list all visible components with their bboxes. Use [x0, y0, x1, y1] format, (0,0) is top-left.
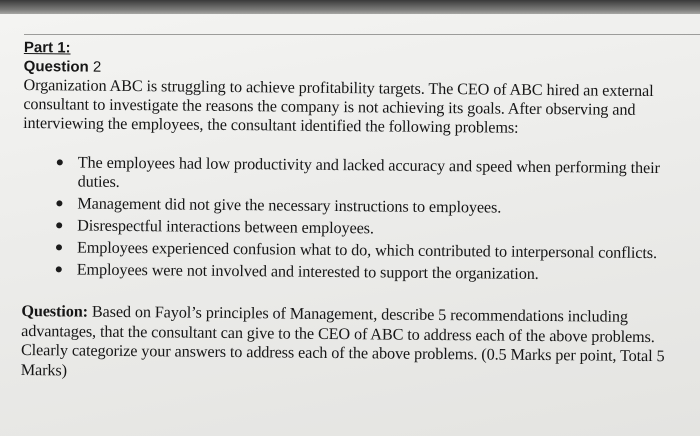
problem-text: Employees were not involved and interested to support the organization.: [76, 260, 539, 283]
problem-item: [22, 260, 692, 285]
bullet-icon: [56, 266, 62, 272]
question-prompt: [21, 302, 692, 386]
problem-text: The employees had low productivity and lacked accuracy and speed when performing their duties.: [77, 153, 660, 191]
bullet-icon: [56, 222, 62, 228]
bullet-icon: [56, 200, 62, 206]
document-content: [21, 38, 694, 386]
question-heading-number: 2: [92, 58, 102, 76]
problem-text: Employees experienced confusion what to do, which contributed to interpersonal conflicts.: [76, 238, 658, 263]
problem-text: Management did not give the necessary instructions to employees.: [77, 194, 502, 217]
bullet-icon: [57, 159, 63, 165]
document-page: [0, 14, 700, 436]
bullet-icon: [56, 244, 62, 250]
problem-item: [22, 216, 692, 241]
page-top-rule: [24, 34, 700, 35]
problem-text: Disrespectful interactions between employees.: [77, 216, 374, 238]
problems-list: [22, 153, 693, 285]
question-prompt-label: Question:: [21, 301, 89, 321]
question-prompt-text: Based on Fayol’s principles of Management, describe 5 recommendations including advantages, that the consultant can give to the CEO of ABC to address each of the above problems. Clearly categorize your answers to address each of the above problems. (0.5 Marks per point, Total 5 Marks): [20, 302, 665, 379]
problem-item: [22, 194, 692, 219]
scenario-paragraph: Organization ABC is struggling to achieve profitability targets. The CEO of ABC hired an external consultant to investigate the reasons the company is not achieving its goals. After observing and interviewing the employees, the consultant identified the following problems:: [23, 75, 654, 137]
part-heading: Part 1:: [23, 38, 71, 57]
problem-item: [23, 153, 693, 197]
question-heading-word: Question: [23, 57, 89, 76]
problem-item: [22, 238, 692, 263]
